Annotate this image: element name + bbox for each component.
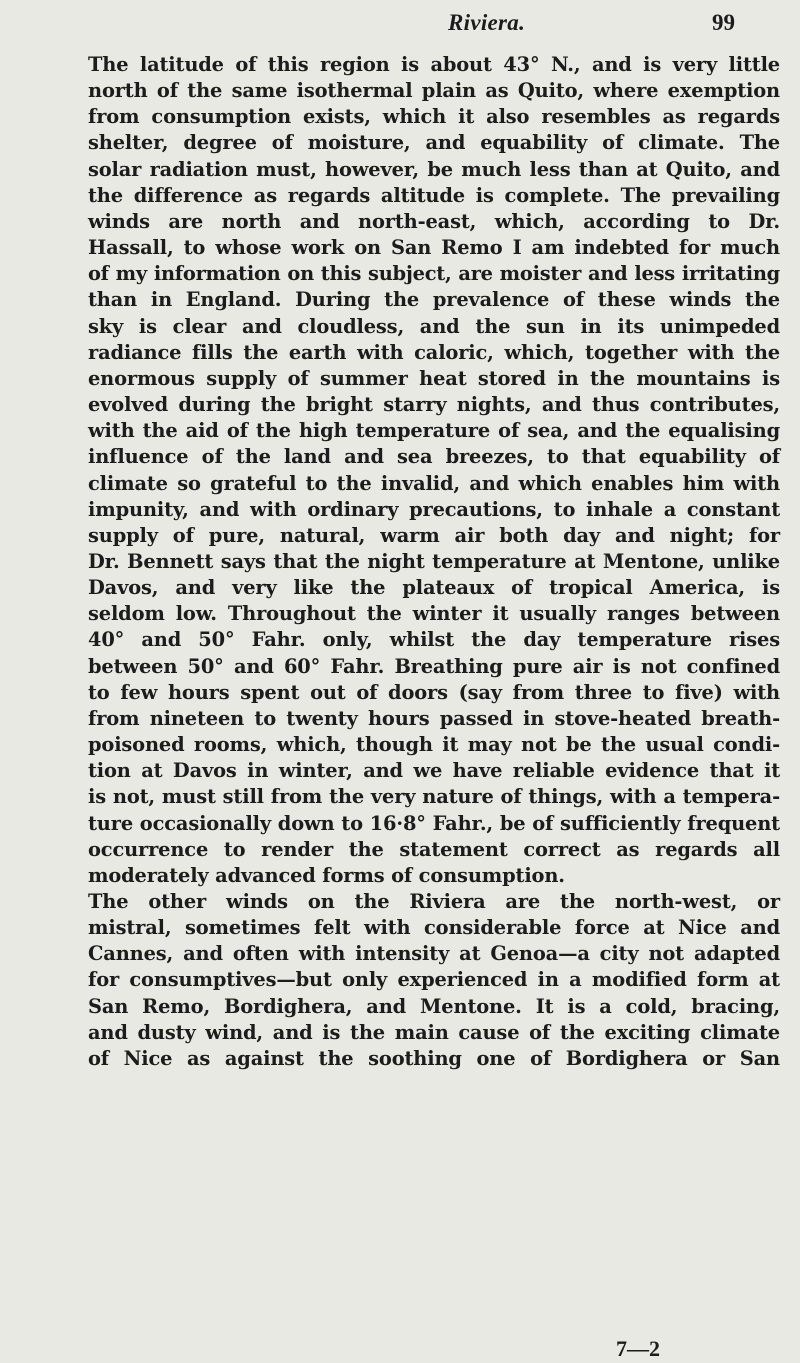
text-line: The latitude of this region is about 43° N., and is very little [88, 53, 780, 76]
text-line: impunity, and with ordinary precautions, to inhale a constant [88, 497, 780, 521]
text-line: mistral, sometimes felt with considerable force at Nice and [88, 916, 780, 940]
text-line: from consumption exists, which it also resembles as regards [88, 105, 780, 129]
text-line: between 50° and 60° Fahr. Breathing pure air is not confined [88, 654, 780, 678]
text-line: enormous supply of summer heat stored in the mountains is [88, 366, 780, 390]
text-line: sky is clear and cloudless, and the sun in its unimpeded [88, 314, 780, 338]
text-line: 40° and 50° Fahr. only, whilst the day temperature rises [88, 628, 780, 652]
text-line: ture occasionally down to 16·8° Fahr., be of sufficiently frequent [88, 811, 780, 835]
text-line: the difference as regards altitude is complete. The prevailing [88, 183, 780, 207]
text-line: moderately advanced forms of consumption. [88, 863, 565, 887]
text-line: of Nice as against the soothing one of Bordighera or San [88, 1046, 780, 1070]
text-line: north of the same isothermal plain as Quito, where exemption [88, 79, 780, 103]
text-line: and dusty wind, and is the main cause of the exciting climate [88, 1020, 780, 1044]
text-line: for consumptives—but only experienced in a modified form at [88, 968, 780, 992]
text-line: poisoned rooms, which, though it may not be the usual condi- [88, 733, 780, 757]
text-line: seldom low. Throughout the winter it usually ranges between [88, 602, 780, 626]
text-line: tion at Davos in winter, and we have reliable evidence that it [88, 759, 780, 783]
text-line: from nineteen to twenty hours passed in stove-heated breath- [88, 706, 780, 730]
text-line: supply of pure, natural, warm air both day and night; for [88, 523, 780, 547]
text-line: Davos, and very like the plateaux of tropical America, is [88, 576, 780, 600]
text-line: influence of the land and sea breezes, to that equability of [88, 445, 780, 469]
text-line: Hassall, to whose work on San Remo I am indebted for much [88, 236, 780, 260]
text-line: Dr. Bennett says that the night temperature at Mentone, unlike [88, 549, 780, 573]
text-line: occurrence to render the statement correct as regards all [88, 837, 780, 861]
text-line: The other winds on the Riviera are the north-west, or [88, 890, 780, 913]
text-line: with the aid of the high temperature of sea, and the equalising [88, 419, 780, 443]
text-line: radiance fills the earth with caloric, which, together with the [88, 340, 780, 364]
text-line: of my information on this subject, are moister and less irritating [88, 262, 780, 286]
text-line: shelter, degree of moisture, and equability of climate. The [88, 131, 780, 155]
text-line: Cannes, and often with intensity at Genoa—a city not adapted [88, 942, 780, 966]
text-line: winds are north and north-east, which, according to Dr. [88, 209, 780, 233]
text-line: climate so grateful to the invalid, and which enables him with [88, 471, 780, 495]
text-line: is not, must still from the very nature of things, with a tempera- [88, 785, 780, 809]
text-line: to few hours spent out of doors (say from three to five) with [88, 680, 780, 704]
text-line: than in England. During the prevalence of these winds the [88, 288, 780, 312]
page-number: 99 [712, 10, 735, 35]
text-line: San Remo, Bordighera, and Mentone. It is a cold, bracing, [88, 994, 780, 1018]
body-text [88, 52, 780, 1072]
text-line: evolved during the bright starry nights, and thus contributes, [88, 393, 780, 417]
signature-mark: 7—2 [616, 1336, 660, 1361]
text-line: solar radiation must, however, be much less than at Quito, and [88, 157, 780, 181]
running-title: Riviera. [448, 10, 526, 35]
running-head [0, 10, 800, 42]
